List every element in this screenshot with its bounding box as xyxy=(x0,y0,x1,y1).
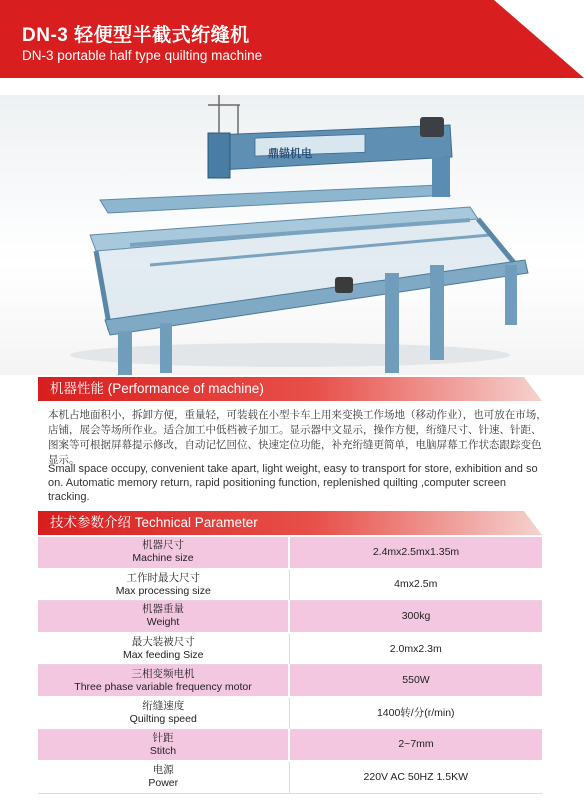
table-row xyxy=(38,697,542,729)
technical-parameter-table xyxy=(38,537,542,794)
parameter-value: 1400转/分(r/min) xyxy=(289,697,542,729)
parameter-name-en: Stitch xyxy=(149,744,177,757)
parameter-name-cell xyxy=(38,537,289,569)
parameter-name-cell xyxy=(38,569,289,601)
parameter-name-cn: 最大装被尺寸 xyxy=(131,636,195,649)
parameter-value: 550W xyxy=(289,665,542,697)
table-row xyxy=(38,729,542,761)
parameter-value: 300kg xyxy=(289,601,542,633)
parameter-name-en: Three phase variable frequency motor xyxy=(74,680,252,693)
table-row xyxy=(38,761,542,793)
parameter-name-en: Power xyxy=(148,777,179,790)
table-row xyxy=(38,601,542,633)
parameter-name-en: Max processing size xyxy=(115,584,211,597)
table-row xyxy=(38,633,542,665)
machine-brand-label: 鼎锚机电 xyxy=(268,147,312,160)
parameter-value: 2.0mx2.3m xyxy=(289,633,542,665)
table-row xyxy=(38,665,542,697)
parameter-name-cell xyxy=(38,729,289,761)
machine-photo xyxy=(0,95,584,375)
parameter-name-cn: 绗缝速度 xyxy=(142,700,185,713)
parameter-name-en: Max feeding Size xyxy=(122,649,204,662)
table-row xyxy=(38,537,542,569)
parameter-name-cell xyxy=(38,761,289,793)
parameter-name-cn: 机器重量 xyxy=(142,603,184,616)
banner-corner xyxy=(494,0,584,78)
parameter-name-en: Weight xyxy=(146,616,180,629)
technical-heading: 技术参数介绍 Technical Parameter xyxy=(38,511,542,535)
parameter-name-cell xyxy=(38,601,289,633)
header-banner xyxy=(0,0,584,78)
parameter-name-cell xyxy=(38,697,289,729)
performance-text-cn: 本机占地面积小，拆卸方便，重量轻，可装载在小型卡车上用来变换工作场地（移动作业），也可放在市场，店铺，展会等场所作业。适合加工中低档被子加工。显示器中文显示，操作方便，绗缝尺寸、针速、针距、图案等可根据屏幕提示修改，自动记忆回位、快速定位功能，补充绗缝更简单，电脑屏幕工作状态跟踪变色显示。 xyxy=(48,409,547,466)
parameter-name-cn: 机器尺寸 xyxy=(142,539,184,552)
parameter-value: 4mx2.5m xyxy=(289,569,542,601)
parameter-name-en: Quilting speed xyxy=(129,713,197,726)
performance-heading: 机器性能 (Performance of machine) xyxy=(38,377,542,401)
performance-text-en: Small space occupy, convenient take apart, light weight, easy to transport for store, exhibition and so on. Automatic memory return, rapid positioning function, replenished quilting ,computer screen tracking. xyxy=(48,463,538,503)
parameter-name-cn: 针距 xyxy=(152,731,174,744)
parameter-name-cn: 三相变频电机 xyxy=(131,667,195,680)
quilting-machine-illustration xyxy=(0,95,584,375)
parameter-value: 2.4mx2.5mx1.35m xyxy=(289,537,542,569)
parameter-name-cn: 电源 xyxy=(152,764,174,777)
parameter-name-cell xyxy=(38,633,289,665)
parameter-name-cell xyxy=(38,665,289,697)
parameter-value: 220V AC 50HZ 1.5KW xyxy=(289,761,542,793)
parameter-name-cn: 工作时最大尺寸 xyxy=(126,571,200,584)
page-subtitle: DN-3 portable half type quilting machine xyxy=(22,48,263,63)
parameter-name-en: Machine size xyxy=(132,552,194,565)
page-title: DN-3 轻便型半截式绗缝机 xyxy=(22,25,250,46)
table-row xyxy=(38,569,542,601)
parameter-value: 2~7mm xyxy=(289,729,542,761)
